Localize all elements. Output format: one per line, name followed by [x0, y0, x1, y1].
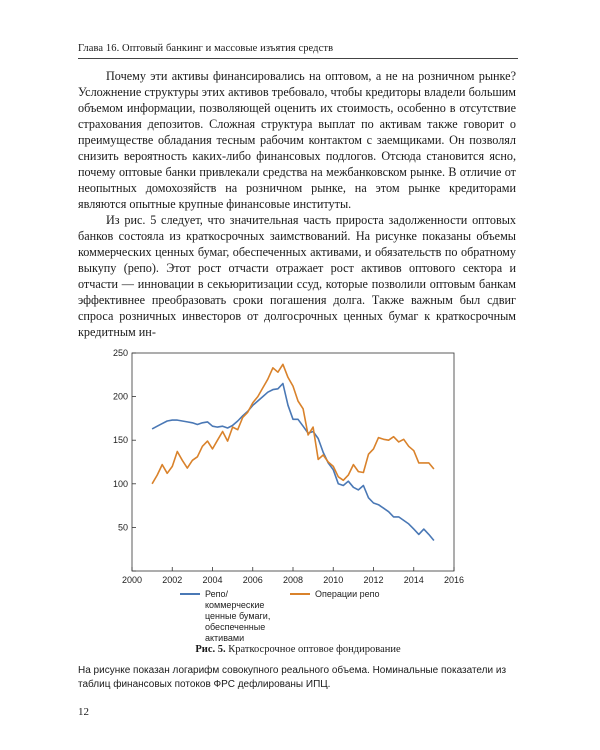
x-tick-label-2002: 2002	[162, 575, 183, 585]
page-number: 12	[78, 706, 89, 718]
legend-label-1-line-3: ценные бумаги,	[205, 611, 271, 621]
figure-5	[100, 345, 480, 645]
legend-label-1-line-5: активами	[205, 633, 245, 643]
body-text	[78, 68, 516, 340]
legend-label-2-line-1: Операции репо	[315, 589, 380, 599]
x-tick-label-2016: 2016	[443, 575, 465, 585]
x-tick-label-2010: 2010	[323, 575, 344, 585]
y-tick-label-100: 100	[112, 478, 128, 489]
series-line-1	[152, 384, 434, 541]
x-tick-label-2006: 2006	[242, 575, 263, 585]
y-tick-label-250: 250	[112, 348, 128, 358]
header-rule	[78, 58, 518, 59]
y-tick-label-50: 50	[117, 522, 128, 533]
legend-label-1-line-4: обеспеченные	[205, 622, 266, 632]
x-tick-label-2014: 2014	[403, 575, 424, 585]
paragraph-2: Из рис. 5 следует, что значительная часть прироста задолженности оптовых банков состояла из краткосрочных заимствований. На рисунке показаны объемы коммерческих ценных бумаг, обеспеченных активами, и обязательств по обратному выкупу (репо). Этот рост отчасти отражает рост активов оптового сектора и отчасти — инновации в секьюритизации ссуд, которые позволили оптовым банкам эффективнее преобразовать сроки погашения долга. Также важным был сдвиг спроса розничных инвесторов от долгосрочных ценных бумаг к краткосрочным кредитным ин-	[78, 213, 516, 339]
paragraph-1: Почему эти активы финансировались на оптовом, а не на розничном рынке? Усложнение структуры этих активов требовало, чтобы кредиторы владели большим объемом информации, позволяющей оценить их стоимость, особенно в отсутствие страхования депозитов. Сложная структура выплат по активам также говорит о преимуществе обладания тесным рабочим контактом с заемщиками. Он позволял снизить вероятность каких-либо финансовых подлогов. Отсюда становится ясно, почему оптовые банки привлекали средства на межбанковском рынке. В отличие от неопытных домохозяйств на розничном рынке, на этом рынке кредиторами являются опытные крупные финансовые институты.	[78, 69, 516, 211]
figure-caption-text: Краткосрочное оптовое фондирование	[228, 644, 401, 655]
x-tick-label-2012: 2012	[363, 575, 384, 585]
x-tick-label-2004: 2004	[202, 575, 223, 585]
x-tick-label-2000: 2000	[121, 575, 143, 585]
y-tick-label-200: 200	[112, 391, 128, 402]
figure-note: На рисунке показан логарифм совокупного реального объема. Номинальные показатели из таблиц финансовых потоков ФРС дефлированы ИПЦ.	[78, 665, 507, 690]
figure-caption-number: Рис. 5.	[195, 644, 226, 655]
running-header: Глава 16. Оптовый банкинг и массовые изъятия средств	[78, 43, 334, 54]
legend-label-1-line-2: коммерческие	[205, 600, 265, 610]
figure-caption	[78, 644, 518, 655]
line-chart	[100, 345, 480, 645]
x-tick-label-2008: 2008	[282, 575, 304, 585]
y-tick-label-150: 150	[112, 435, 128, 446]
legend-label-1-line-1: Репо/	[205, 589, 228, 599]
